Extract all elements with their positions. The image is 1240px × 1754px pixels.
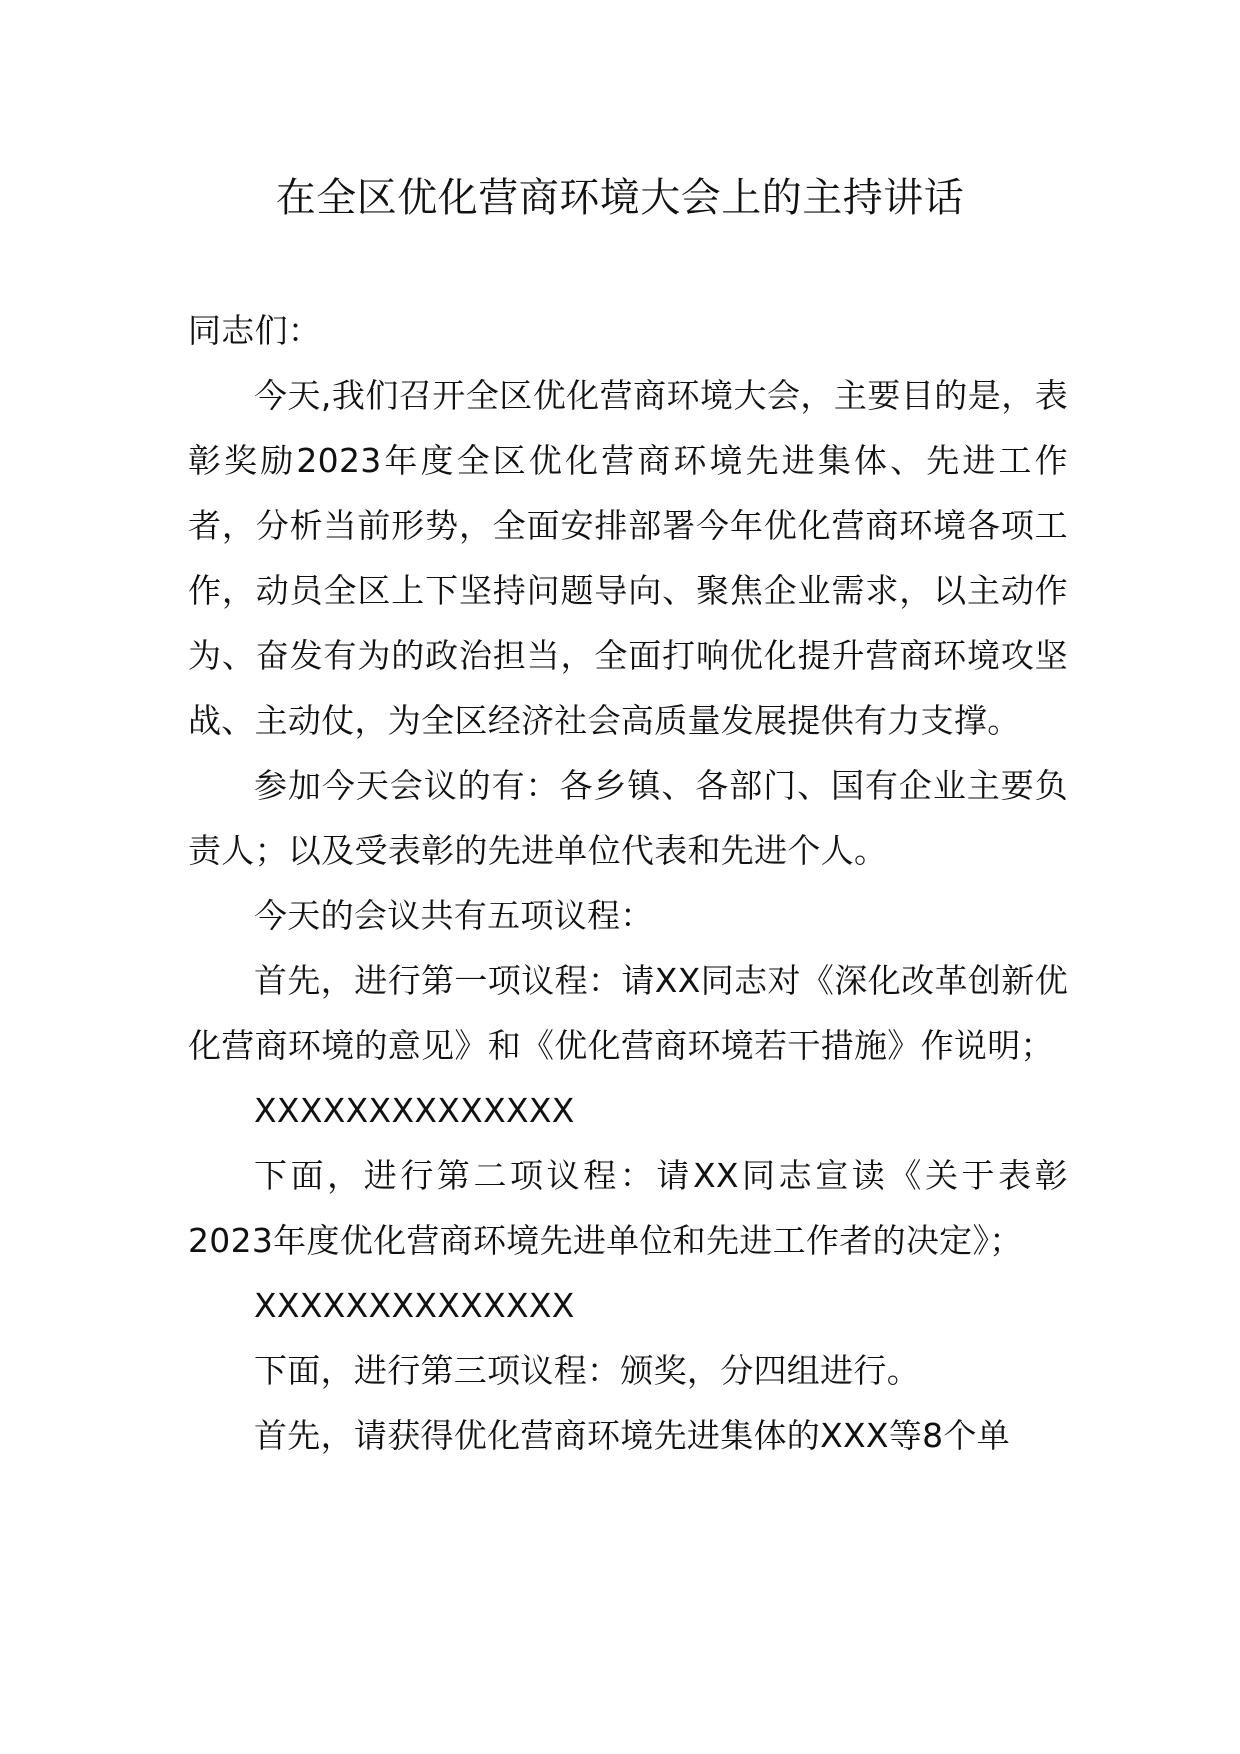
paragraph-agenda-item-2: 下面，进行第二项议程：请XX同志宣读《关于表彰2023年度优化营商环境先进单位和先进工作者的决定》； <box>188 1156 1068 1260</box>
paragraph-awards-group-1: 首先，请获得优化营商环境先进集体的XXX等8个单 <box>254 1416 1011 1455</box>
document-title: 在全区优化营商环境大会上的主持讲话 <box>275 175 965 221</box>
paragraph-attendees: 参加今天会议的有：各乡镇、各部门、国有企业主要负责人；以及受表彰的先进单位代表和先进个人。 <box>188 766 1068 870</box>
placeholder-line: XXXXXXXXXXXXXX <box>254 1286 575 1325</box>
salutation: 同志们： <box>188 311 322 350</box>
paragraph-agenda-intro: 今天的会议共有五项议程： <box>254 896 654 935</box>
paragraph-opening: 今天,我们召开全区优化营商环境大会，主要目的是，表彰奖励2023年度全区优化营商环境先进集体、先进工作者，分析当前形势，全面安排部署今年优化营商环境各项工作，动员全区上下坚持问题导向、聚焦企业需求，以主动作为、奋发有为的政治担当，全面打响优化提升营商环境攻坚战、主动仗，为全区经济社会高质量发展提供有力支撑。 <box>188 376 1068 740</box>
paragraph-agenda-item-1: 首先，进行第一项议程：请XX同志对《深化改革创新优化营商环境的意见》和《优化营商环境若干措施》作说明； <box>188 961 1068 1065</box>
document-body <box>188 298 1068 1468</box>
placeholder-line: XXXXXXXXXXXXXX <box>254 1091 575 1130</box>
paragraph-agenda-item-3: 下面，进行第三项议程：颁奖，分四组进行。 <box>254 1351 920 1390</box>
